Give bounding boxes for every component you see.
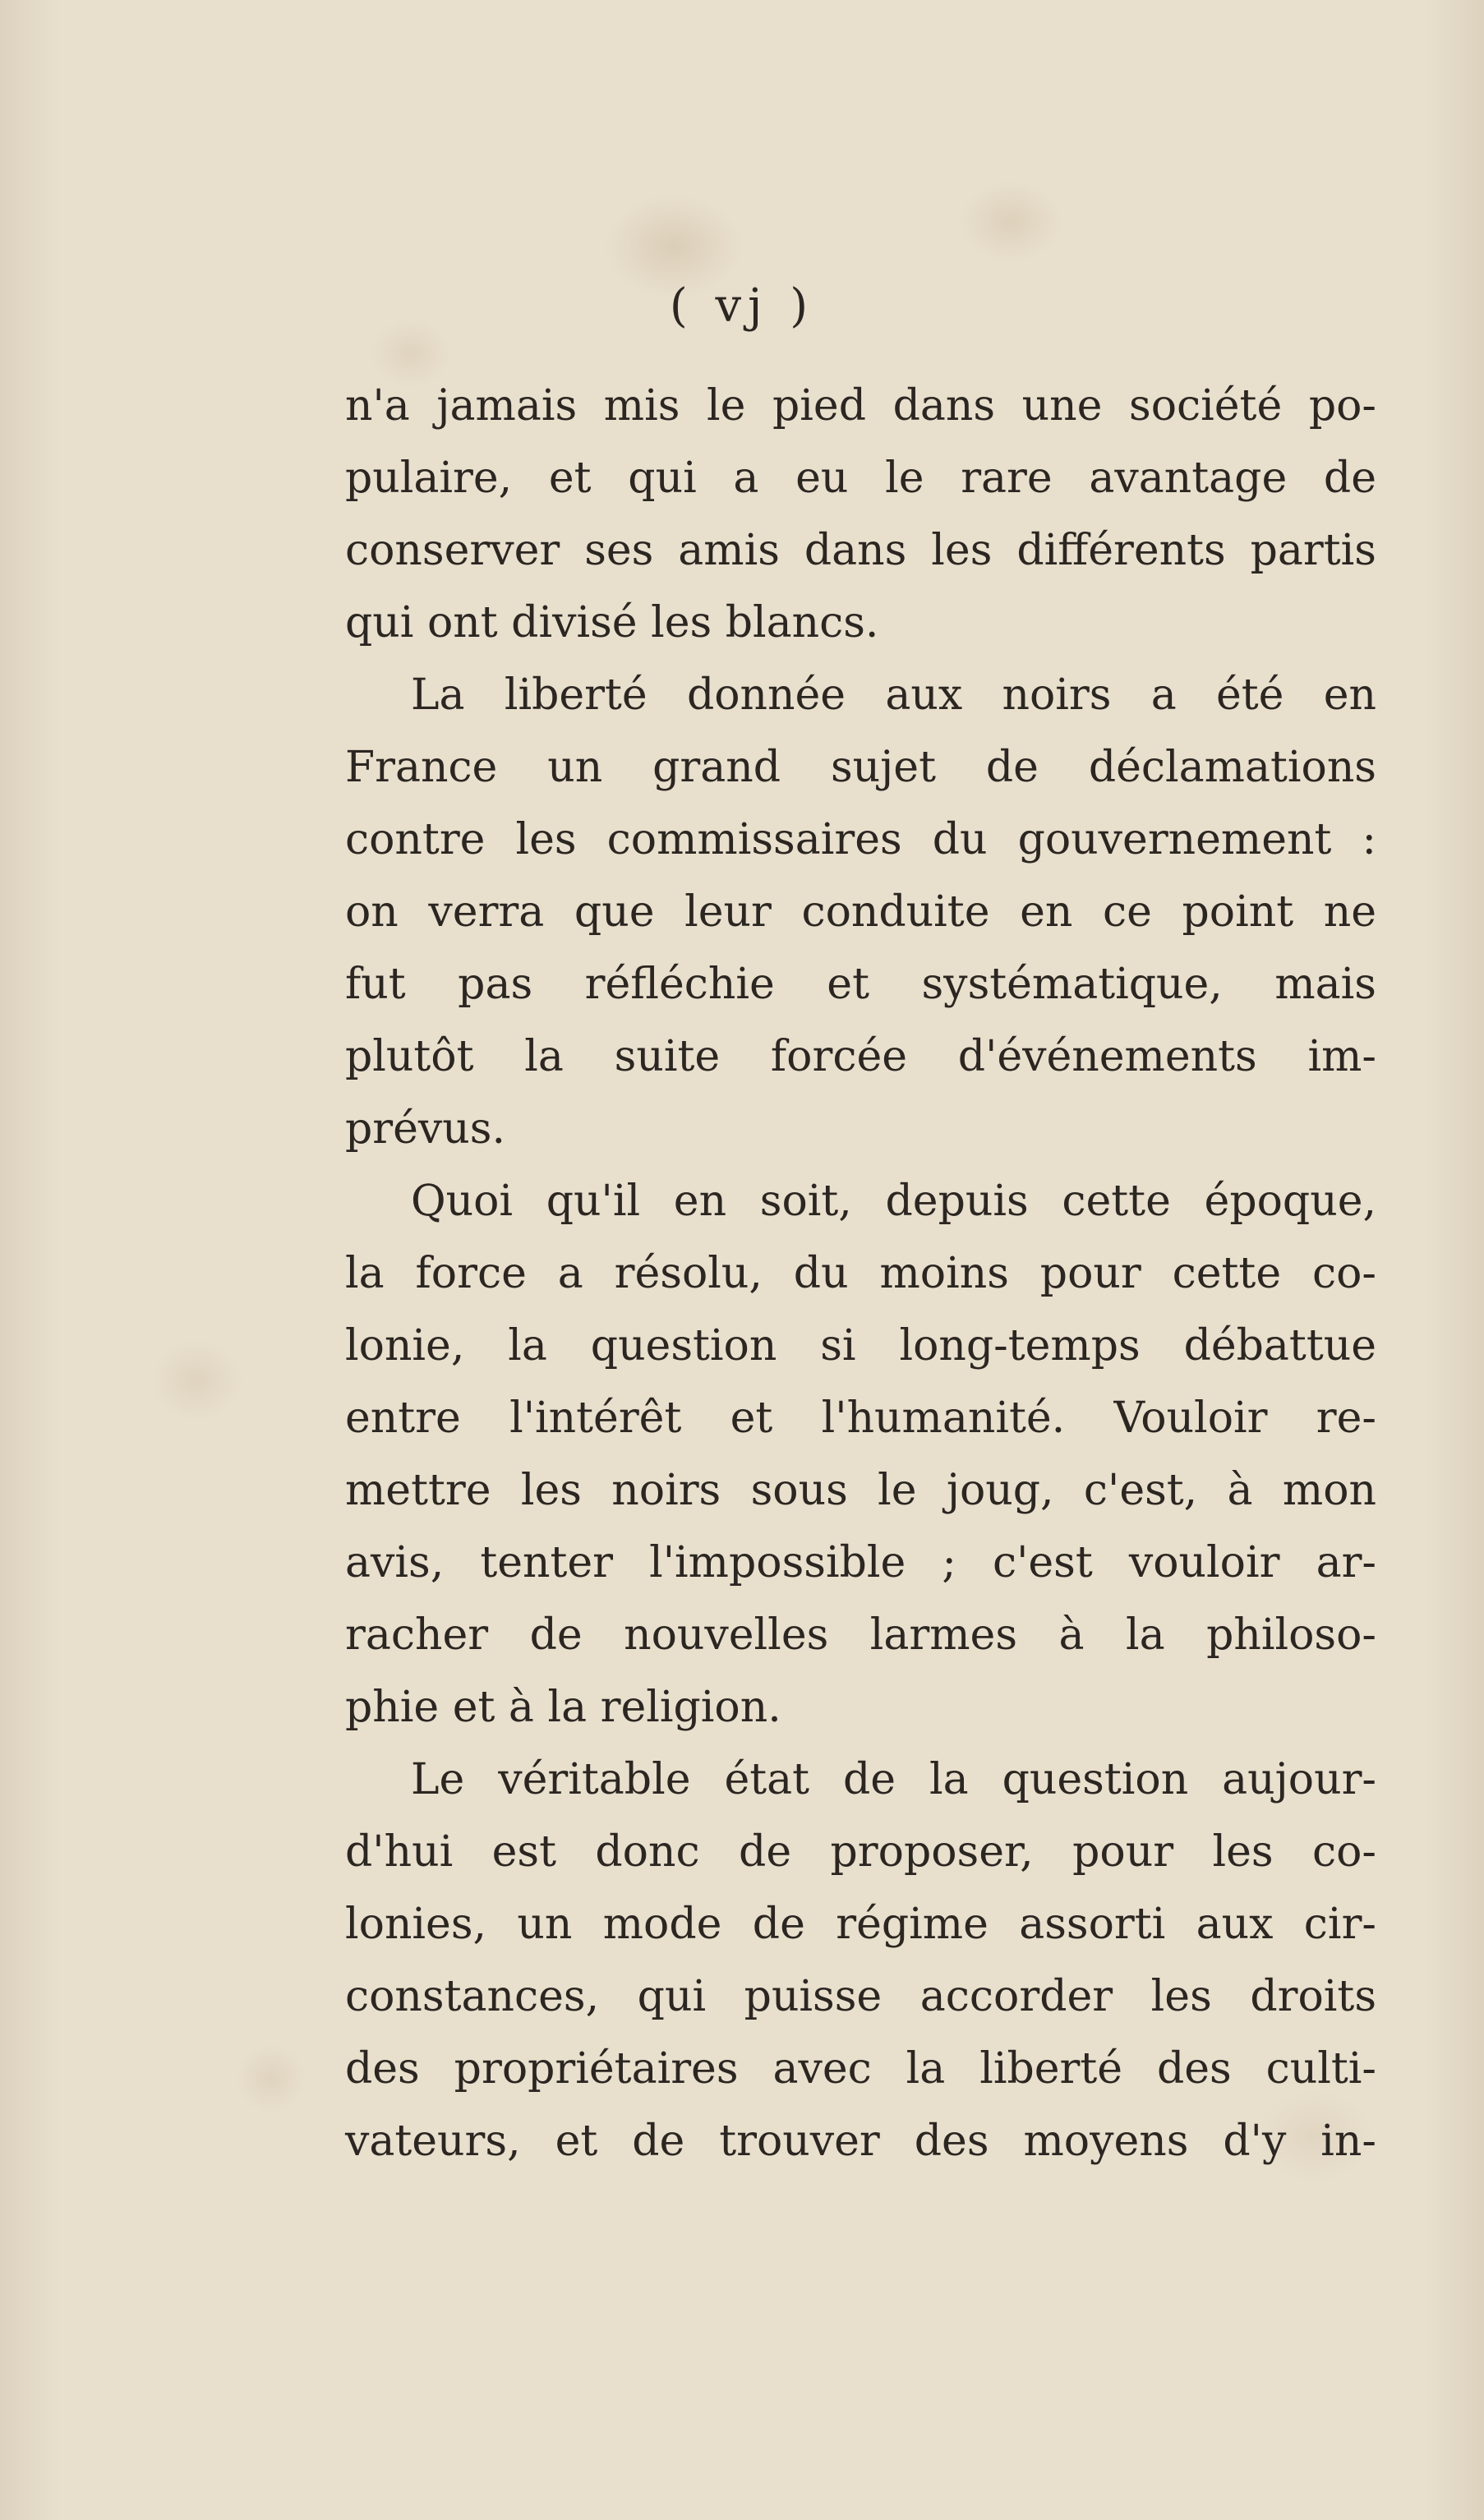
text-line: des propriétaires avec la liberté des culti- xyxy=(345,2044,1376,2094)
text-line: qui ont divisé les blancs. xyxy=(345,598,879,647)
paragraph-start-line: Le véritable état de la question aujour- xyxy=(411,1755,1376,1804)
text-line: la force a résolu, du moins pour cette co- xyxy=(345,1249,1376,1298)
text-line: constances, qui puisse accorder les droits xyxy=(345,1972,1376,2021)
text-line: lonie, la question si long-temps débattue xyxy=(345,1321,1376,1371)
text-line: n'a jamais mis le pied dans une société po- xyxy=(345,381,1376,431)
text-line: contre les commissaires du gouvernement : xyxy=(345,815,1376,864)
page-number: ( vj ) xyxy=(669,279,815,333)
text-line: fut pas réfléchie et systématique, mais xyxy=(345,960,1376,1009)
text-line: racher de nouvelles larmes à la philoso- xyxy=(345,1610,1376,1660)
paragraph-start-line: La liberté donnée aux noirs a été en xyxy=(411,670,1376,720)
text-line: avis, tenter l'impossible ; c'est vouloir ar- xyxy=(345,1538,1376,1587)
text-line: conserver ses amis dans les différents partis xyxy=(345,526,1376,575)
text-line: France un grand sujet de déclamations xyxy=(345,743,1376,792)
paragraph-start-line: Quoi qu'il en soit, depuis cette époque, xyxy=(411,1177,1376,1226)
body-text xyxy=(345,370,1376,2177)
text-line: pulaire, et qui a eu le rare avantage de xyxy=(345,454,1376,503)
text-line: phie et à la religion. xyxy=(345,1683,781,1732)
text-line: d'hui est donc de proposer, pour les co- xyxy=(345,1827,1376,1877)
text-line: on verra que leur conduite en ce point ne xyxy=(345,887,1376,937)
text-line: vateurs, et de trouver des moyens d'y in- xyxy=(345,2117,1376,2166)
text-line: prévus. xyxy=(345,1104,505,1154)
text-line: lonies, un mode de régime assorti aux cir- xyxy=(345,1900,1376,1949)
text-line: entre l'intérêt et l'humanité. Vouloir re- xyxy=(345,1394,1376,1443)
text-line: mettre les noirs sous le joug, c'est, à mon xyxy=(345,1466,1376,1515)
text-line: plutôt la suite forcée d'événements im- xyxy=(345,1032,1376,1081)
